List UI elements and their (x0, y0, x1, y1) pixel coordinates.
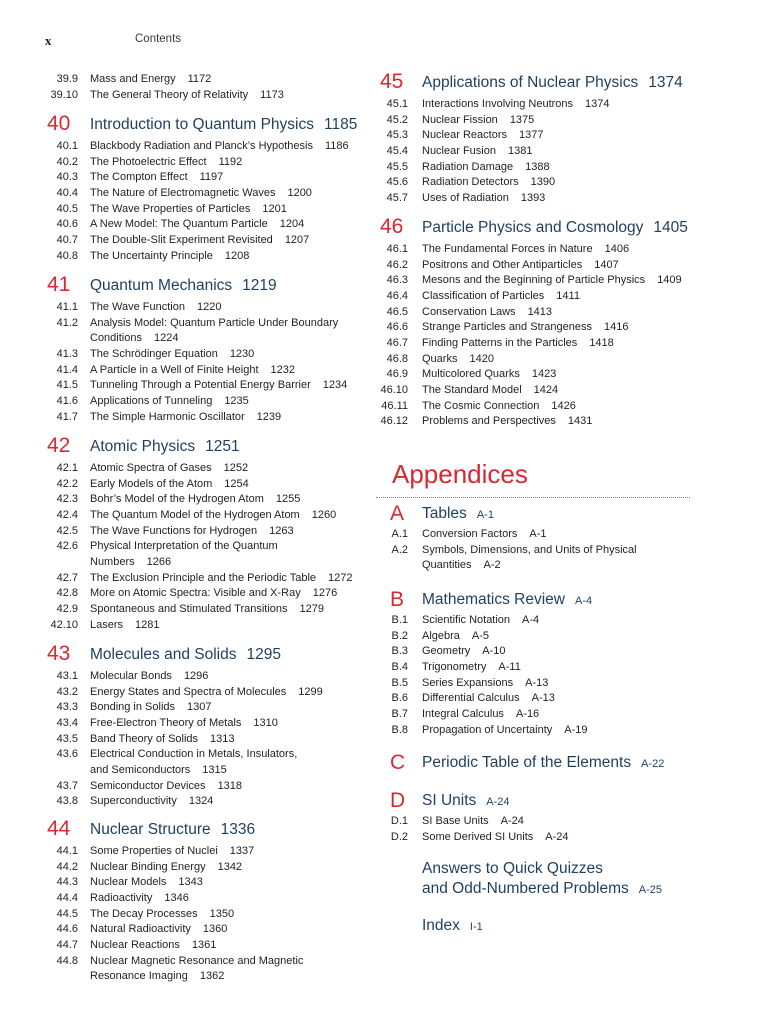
section-page: 1318 (217, 779, 243, 792)
running-head: Contents (135, 33, 182, 45)
section-page: 1307 (187, 701, 212, 714)
section-title: Bonding in Solids 1307 (90, 701, 212, 714)
section-title: and Semiconductors 1315 (90, 763, 227, 776)
section-page: 1208 (224, 249, 250, 262)
section-page: 1346 (164, 891, 189, 904)
answers-title-line1: Answers to Quick Quizzes (422, 860, 603, 877)
section-number: 46.9 (386, 368, 408, 381)
section-number: 42.8 (56, 587, 78, 600)
section-number: 46.4 (386, 289, 408, 302)
section-number: 46.8 (386, 352, 408, 365)
section-number: 44.3 (56, 876, 78, 889)
section-number: 42.5 (56, 524, 78, 537)
section-page: 1224 (153, 332, 179, 345)
section-title: Superconductivity 1324 (90, 795, 214, 808)
section-number: 46.10 (380, 383, 408, 396)
appendices-divider (376, 497, 690, 498)
section-title: The Cosmic Connection 1426 (422, 399, 576, 412)
section-title: Natural Radioactivity 1360 (90, 923, 228, 936)
section-page: A-19 (564, 723, 588, 736)
section-number: 44.2 (56, 860, 78, 873)
section-number: 43.8 (56, 795, 78, 808)
section-page: 1200 (287, 186, 312, 199)
section-number: 42.9 (56, 602, 78, 615)
section-page: 1411 (556, 289, 580, 302)
chapter-page: 1185 (324, 116, 358, 133)
section-page: 1186 (324, 140, 349, 152)
section-title: Tunneling Through a Potential Energy Barrier 1234 (90, 379, 348, 392)
section-page: A-13 (531, 692, 555, 705)
appendix-letter: A (390, 502, 405, 525)
section-title: Problems and Perspectives 1431 (422, 415, 593, 428)
section-title: Scientific Notation A-4 (422, 614, 540, 626)
section-number: 44.8 (56, 954, 78, 967)
section-number: 44.7 (56, 938, 78, 951)
section-title: Band Theory of Solids 1313 (90, 732, 235, 745)
section-page: 1315 (202, 763, 227, 776)
section-page: 1406 (604, 243, 630, 255)
appendix-page: A-22 (641, 758, 665, 770)
section-number: 41.4 (56, 363, 78, 376)
section-number: 46.1 (386, 243, 408, 255)
section-page: 1388 (525, 160, 550, 173)
section-page: 1418 (589, 336, 614, 349)
section-page: 1420 (469, 352, 494, 365)
section-page: 1232 (270, 363, 296, 376)
section-page: A-16 (515, 707, 540, 720)
section-number: 43.2 (56, 685, 78, 698)
section-page: 1254 (224, 477, 249, 490)
chapter-number: 41 (47, 273, 71, 296)
section-title: The Simple Harmonic Oscillator 1239 (90, 410, 282, 423)
section-page: 1235 (224, 394, 249, 407)
section-title: Positrons and Other Antiparticles 1407 (422, 258, 619, 271)
section-page: 1342 (217, 860, 243, 873)
section-page: 1281 (135, 618, 160, 631)
chapter-number: 40 (47, 112, 71, 135)
section-title: Electrical Conduction in Metals, Insulators, (90, 748, 298, 761)
section-title: The Uncertainty Principle 1208 (90, 249, 250, 262)
section-number: 41.7 (56, 410, 78, 423)
section-title: Bohr’s Model of the Hydrogen Atom 1255 (90, 493, 301, 506)
section-number: 40.6 (56, 218, 78, 231)
section-title: Conditions 1224 (90, 332, 179, 345)
appendix-letter: D (390, 789, 406, 812)
section-number: 46.6 (386, 321, 408, 334)
section-number: 43.6 (56, 748, 78, 761)
chapter-page: 1251 (205, 438, 240, 455)
section-title: Nuclear Fusion 1381 (422, 144, 533, 157)
section-page: 1272 (328, 571, 353, 584)
section-title: Analysis Model: Quantum Particle Under Boundary (90, 316, 339, 329)
chapter-number: 42 (47, 434, 71, 457)
section-title: Nuclear Magnetic Resonance and Magnetic (90, 954, 304, 967)
section-title: Conservation Laws 1413 (422, 305, 553, 318)
section-title: Nuclear Binding Energy 1342 (90, 860, 243, 873)
section-page: 1407 (594, 258, 619, 271)
section-page: 1192 (218, 155, 243, 168)
section-page: 1337 (229, 845, 255, 857)
section-page: A-13 (525, 676, 549, 689)
section-page: 1260 (311, 508, 337, 521)
section-title: The Fundamental Forces in Nature 1406 (422, 243, 630, 255)
chapter-title: Introduction to Quantum Physics 1185 (90, 116, 358, 133)
section-title: Resonance Imaging 1362 (90, 970, 225, 983)
section-title: Multicolored Quarks 1423 (422, 368, 557, 381)
section-number: B.4 (391, 660, 408, 673)
section-title: The Wave Functions for Hydrogen 1263 (90, 524, 294, 537)
section-page: 1374 (585, 98, 610, 110)
section-title: Uses of Radiation 1393 (422, 191, 546, 204)
section-title: Blackbody Radiation and Planck’s Hypothesis 1186 (90, 140, 349, 152)
section-number: 44.5 (56, 907, 78, 920)
section-number: 46.2 (386, 258, 408, 271)
section-number: B.2 (391, 629, 408, 642)
section-number: 44.6 (56, 923, 78, 936)
appendix-title: Mathematics Review A-4 (422, 591, 593, 608)
section-title: Trigonometry A-11 (422, 660, 521, 673)
section-number: 42.1 (56, 462, 78, 474)
section-page: A-4 (522, 614, 540, 626)
section-title: Nuclear Models 1343 (90, 876, 203, 889)
section-number: 41.2 (56, 316, 78, 329)
section-number: A.2 (391, 543, 408, 556)
section-number: 45.2 (386, 113, 408, 126)
section-number: 44.4 (56, 891, 78, 904)
section-title: More on Atomic Spectra: Visible and X-Ray 1276 (90, 587, 338, 600)
section-page: 1424 (533, 383, 559, 396)
section-page: 1310 (253, 716, 278, 729)
appendix-title: Periodic Table of the Elements A-22 (422, 754, 665, 771)
chapter-title: Molecules and Solids 1295 (90, 646, 281, 663)
section-title: Mass and Energy 1172 (90, 73, 212, 85)
section-page: 1234 (322, 379, 348, 392)
chapter-title: Applications of Nuclear Physics 1374 (422, 74, 683, 91)
section-page: 1324 (188, 795, 214, 808)
section-number: B.6 (391, 692, 408, 705)
section-number: 42.6 (56, 540, 78, 553)
section-title: The Wave Properties of Particles 1201 (90, 202, 287, 215)
chapter-page: 1219 (242, 277, 277, 294)
section-number: 40.5 (56, 202, 78, 215)
section-title: Molecular Bonds 1296 (90, 670, 209, 682)
section-number: 43.1 (56, 670, 78, 682)
section-number: 45.6 (386, 176, 408, 189)
section-number: 40.7 (56, 233, 78, 246)
section-title: Free-Electron Theory of Metals 1310 (90, 716, 278, 729)
section-title: Nuclear Fission 1375 (422, 113, 535, 126)
section-page: 1255 (275, 493, 301, 506)
section-title: A Particle in a Well of Finite Height 1232 (90, 363, 296, 376)
section-number: 40.3 (56, 171, 78, 184)
section-number: 40.8 (56, 249, 78, 262)
section-page: 1375 (509, 113, 535, 126)
section-title: Applications of Tunneling 1235 (90, 394, 249, 407)
section-number: D.1 (390, 815, 408, 827)
section-title: Quantities A-2 (422, 559, 501, 572)
section-page: A-1 (529, 528, 547, 540)
appendix-page: A-24 (486, 796, 510, 808)
section-title: The Double-Slit Experiment Revisited 1207 (90, 233, 310, 246)
section-title: Lasers 1281 (90, 618, 160, 631)
section-title: Symbols, Dimensions, and Units of Physical (422, 543, 637, 556)
section-title: SI Base Units A-24 (422, 815, 524, 827)
section-number: 40.1 (56, 140, 78, 152)
section-page: 1377 (518, 129, 544, 142)
appendix-title: Tables A-1 (422, 505, 494, 522)
section-title: The General Theory of Relativity 1173 (90, 88, 284, 101)
index-title: Index I-1 (422, 917, 483, 934)
section-number: 43.3 (56, 701, 78, 714)
section-page: 1431 (567, 415, 593, 428)
section-title: The Compton Effect 1197 (90, 171, 224, 184)
section-number: 46.3 (386, 274, 408, 287)
section-number: 43.5 (56, 732, 78, 745)
chapter-number: 45 (380, 70, 404, 93)
section-title: Geometry A-10 (422, 645, 506, 658)
page-numeral: x (45, 33, 52, 48)
section-number: B.7 (391, 707, 408, 720)
section-page: 1360 (202, 923, 228, 936)
section-page: 1350 (209, 907, 235, 920)
section-title: The Standard Model 1424 (422, 383, 559, 396)
chapter-number: 46 (380, 215, 404, 238)
section-title: Early Models of the Atom 1254 (90, 477, 249, 490)
section-page: 1426 (551, 399, 576, 412)
section-page: 1201 (262, 202, 287, 215)
section-number: B.5 (391, 676, 408, 689)
section-page: 1220 (196, 301, 222, 313)
section-number: 46.5 (386, 305, 408, 318)
section-page: 1207 (284, 233, 310, 246)
section-number: B.1 (391, 614, 408, 626)
section-page: 1416 (604, 321, 629, 334)
chapter-number: 44 (47, 817, 71, 840)
section-title: Series Expansions A-13 (422, 676, 549, 689)
section-page: 1197 (199, 171, 224, 184)
section-number: 41.1 (56, 301, 78, 313)
section-page: 1362 (199, 970, 225, 983)
section-page: 1266 (146, 555, 172, 568)
section-number: A.1 (391, 528, 408, 540)
section-title: Semiconductor Devices 1318 (90, 779, 243, 792)
section-title: Strange Particles and Strangeness 1416 (422, 321, 629, 334)
section-title: Some Derived SI Units A-24 (422, 830, 569, 843)
section-page: 1263 (269, 524, 294, 537)
section-number: 46.11 (381, 399, 408, 412)
section-page: 1296 (183, 670, 209, 682)
section-number: 41.6 (56, 394, 78, 407)
section-page: 1413 (527, 305, 553, 318)
section-title: Classification of Particles 1411 (422, 289, 580, 302)
section-title: Conversion Factors A-1 (422, 528, 547, 540)
appendix-letter: B (390, 588, 405, 611)
answers-title-line2: and Odd-Numbered Problems A-25 (422, 880, 663, 897)
section-title: Nuclear Reactions 1361 (90, 938, 217, 951)
section-title: The Photoelectric Effect 1192 (90, 155, 243, 168)
section-title: Finding Patterns in the Particles 1418 (422, 336, 614, 349)
section-page: 1204 (279, 218, 305, 231)
section-title: Some Properties of Nuclei 1337 (90, 845, 255, 857)
appendix-title: SI Units A-24 (422, 792, 510, 809)
section-title: Radioactivity 1346 (90, 891, 189, 904)
section-page: 1343 (178, 876, 203, 889)
section-number: 39.9 (56, 73, 78, 85)
section-title: The Wave Function 1220 (90, 301, 222, 313)
section-page: A-24 (545, 830, 569, 843)
section-page: A-24 (500, 815, 524, 827)
chapter-page: 1374 (648, 74, 683, 91)
section-number: B.3 (391, 645, 408, 658)
section-page: 1299 (298, 685, 323, 698)
section-title: Atomic Spectra of Gases 1252 (90, 462, 249, 474)
section-title: Mesons and the Beginning of Particle Physics 1409 (422, 274, 682, 287)
section-title: The Exclusion Principle and the Periodic Table 1272 (90, 571, 353, 584)
section-number: 46.7 (386, 336, 408, 349)
answers-page: A-25 (638, 884, 663, 896)
section-page: 1172 (187, 73, 212, 85)
section-page: 1276 (312, 587, 338, 600)
section-title: Spontaneous and Stimulated Transitions 1279 (90, 602, 325, 615)
section-page: 1409 (657, 274, 682, 287)
section-number: 42.3 (56, 493, 78, 506)
section-number: 46.12 (380, 415, 408, 428)
section-title: The Schrödinger Equation 1230 (90, 347, 255, 360)
section-title: Propagation of Uncertainty A-19 (422, 723, 588, 736)
section-number: 45.5 (386, 160, 408, 173)
appendix-page: A-1 (476, 509, 494, 521)
section-number: 43.7 (56, 779, 78, 792)
section-page: 1279 (299, 602, 325, 615)
section-page: A-10 (482, 645, 506, 658)
section-title: Physical Interpretation of the Quantum (90, 540, 278, 553)
section-page: 1239 (256, 410, 282, 423)
chapter-title: Nuclear Structure 1336 (90, 821, 256, 838)
appendix-page: A-4 (575, 595, 593, 607)
section-number: 41.5 (56, 379, 78, 392)
section-number: 45.1 (386, 98, 408, 110)
section-title: A New Model: The Quantum Particle 1204 (90, 218, 305, 231)
section-number: 45.4 (386, 144, 408, 157)
chapter-page: 1295 (246, 646, 281, 663)
chapter-title: Atomic Physics 1251 (90, 438, 240, 455)
section-page: 1173 (260, 88, 284, 101)
section-page: 1390 (530, 176, 556, 189)
section-title: The Nature of Electromagnetic Waves 1200 (90, 186, 312, 199)
section-title: Numbers 1266 (90, 555, 172, 568)
section-number: 42.7 (56, 571, 78, 584)
section-title: Algebra A-5 (422, 629, 490, 642)
section-number: 42.10 (50, 618, 78, 631)
section-number: 45.3 (386, 129, 408, 142)
index-page: I-1 (469, 921, 483, 933)
section-title: Radiation Damage 1388 (422, 160, 550, 173)
section-page: 1361 (191, 938, 217, 951)
chapter-title: Particle Physics and Cosmology 1405 (422, 219, 688, 236)
section-number: B.8 (391, 723, 408, 736)
section-number: 42.4 (56, 508, 78, 521)
section-page: 1423 (531, 368, 557, 381)
section-title: The Quantum Model of the Hydrogen Atom 1260 (90, 508, 337, 521)
section-number: 41.3 (56, 347, 78, 360)
section-title: Energy States and Spectra of Molecules 1299 (90, 685, 323, 698)
appendices-heading: Appendices (392, 459, 528, 489)
appendix-letter: C (390, 751, 406, 774)
section-number: 39.10 (50, 88, 78, 101)
section-page: 1313 (210, 732, 235, 745)
section-title: Integral Calculus A-16 (422, 707, 540, 720)
section-number: 43.4 (56, 716, 78, 729)
section-number: 40.2 (56, 155, 78, 168)
section-page: 1393 (520, 191, 546, 204)
section-page: A-5 (471, 629, 490, 642)
section-number: D.2 (390, 830, 408, 843)
chapter-number: 43 (47, 642, 71, 665)
section-title: Differential Calculus A-13 (422, 692, 555, 705)
section-number: 40.4 (56, 186, 78, 199)
section-title: Quarks 1420 (422, 352, 494, 365)
section-page: 1252 (223, 462, 249, 474)
chapter-page: 1405 (653, 219, 688, 236)
chapter-title: Quantum Mechanics 1219 (90, 277, 277, 294)
chapter-page: 1336 (220, 821, 256, 838)
section-number: 42.2 (56, 477, 78, 490)
section-title: The Decay Processes 1350 (90, 907, 235, 920)
section-page: 1381 (507, 144, 533, 157)
section-page: 1230 (229, 347, 255, 360)
section-title: Radiation Detectors 1390 (422, 176, 556, 189)
section-page: A-2 (483, 559, 501, 572)
section-number: 44.1 (56, 845, 78, 857)
section-title: Nuclear Reactors 1377 (422, 129, 544, 142)
section-title: Interactions Involving Neutrons 1374 (422, 98, 610, 110)
section-number: 45.7 (386, 191, 408, 204)
section-page: A-11 (498, 660, 521, 673)
